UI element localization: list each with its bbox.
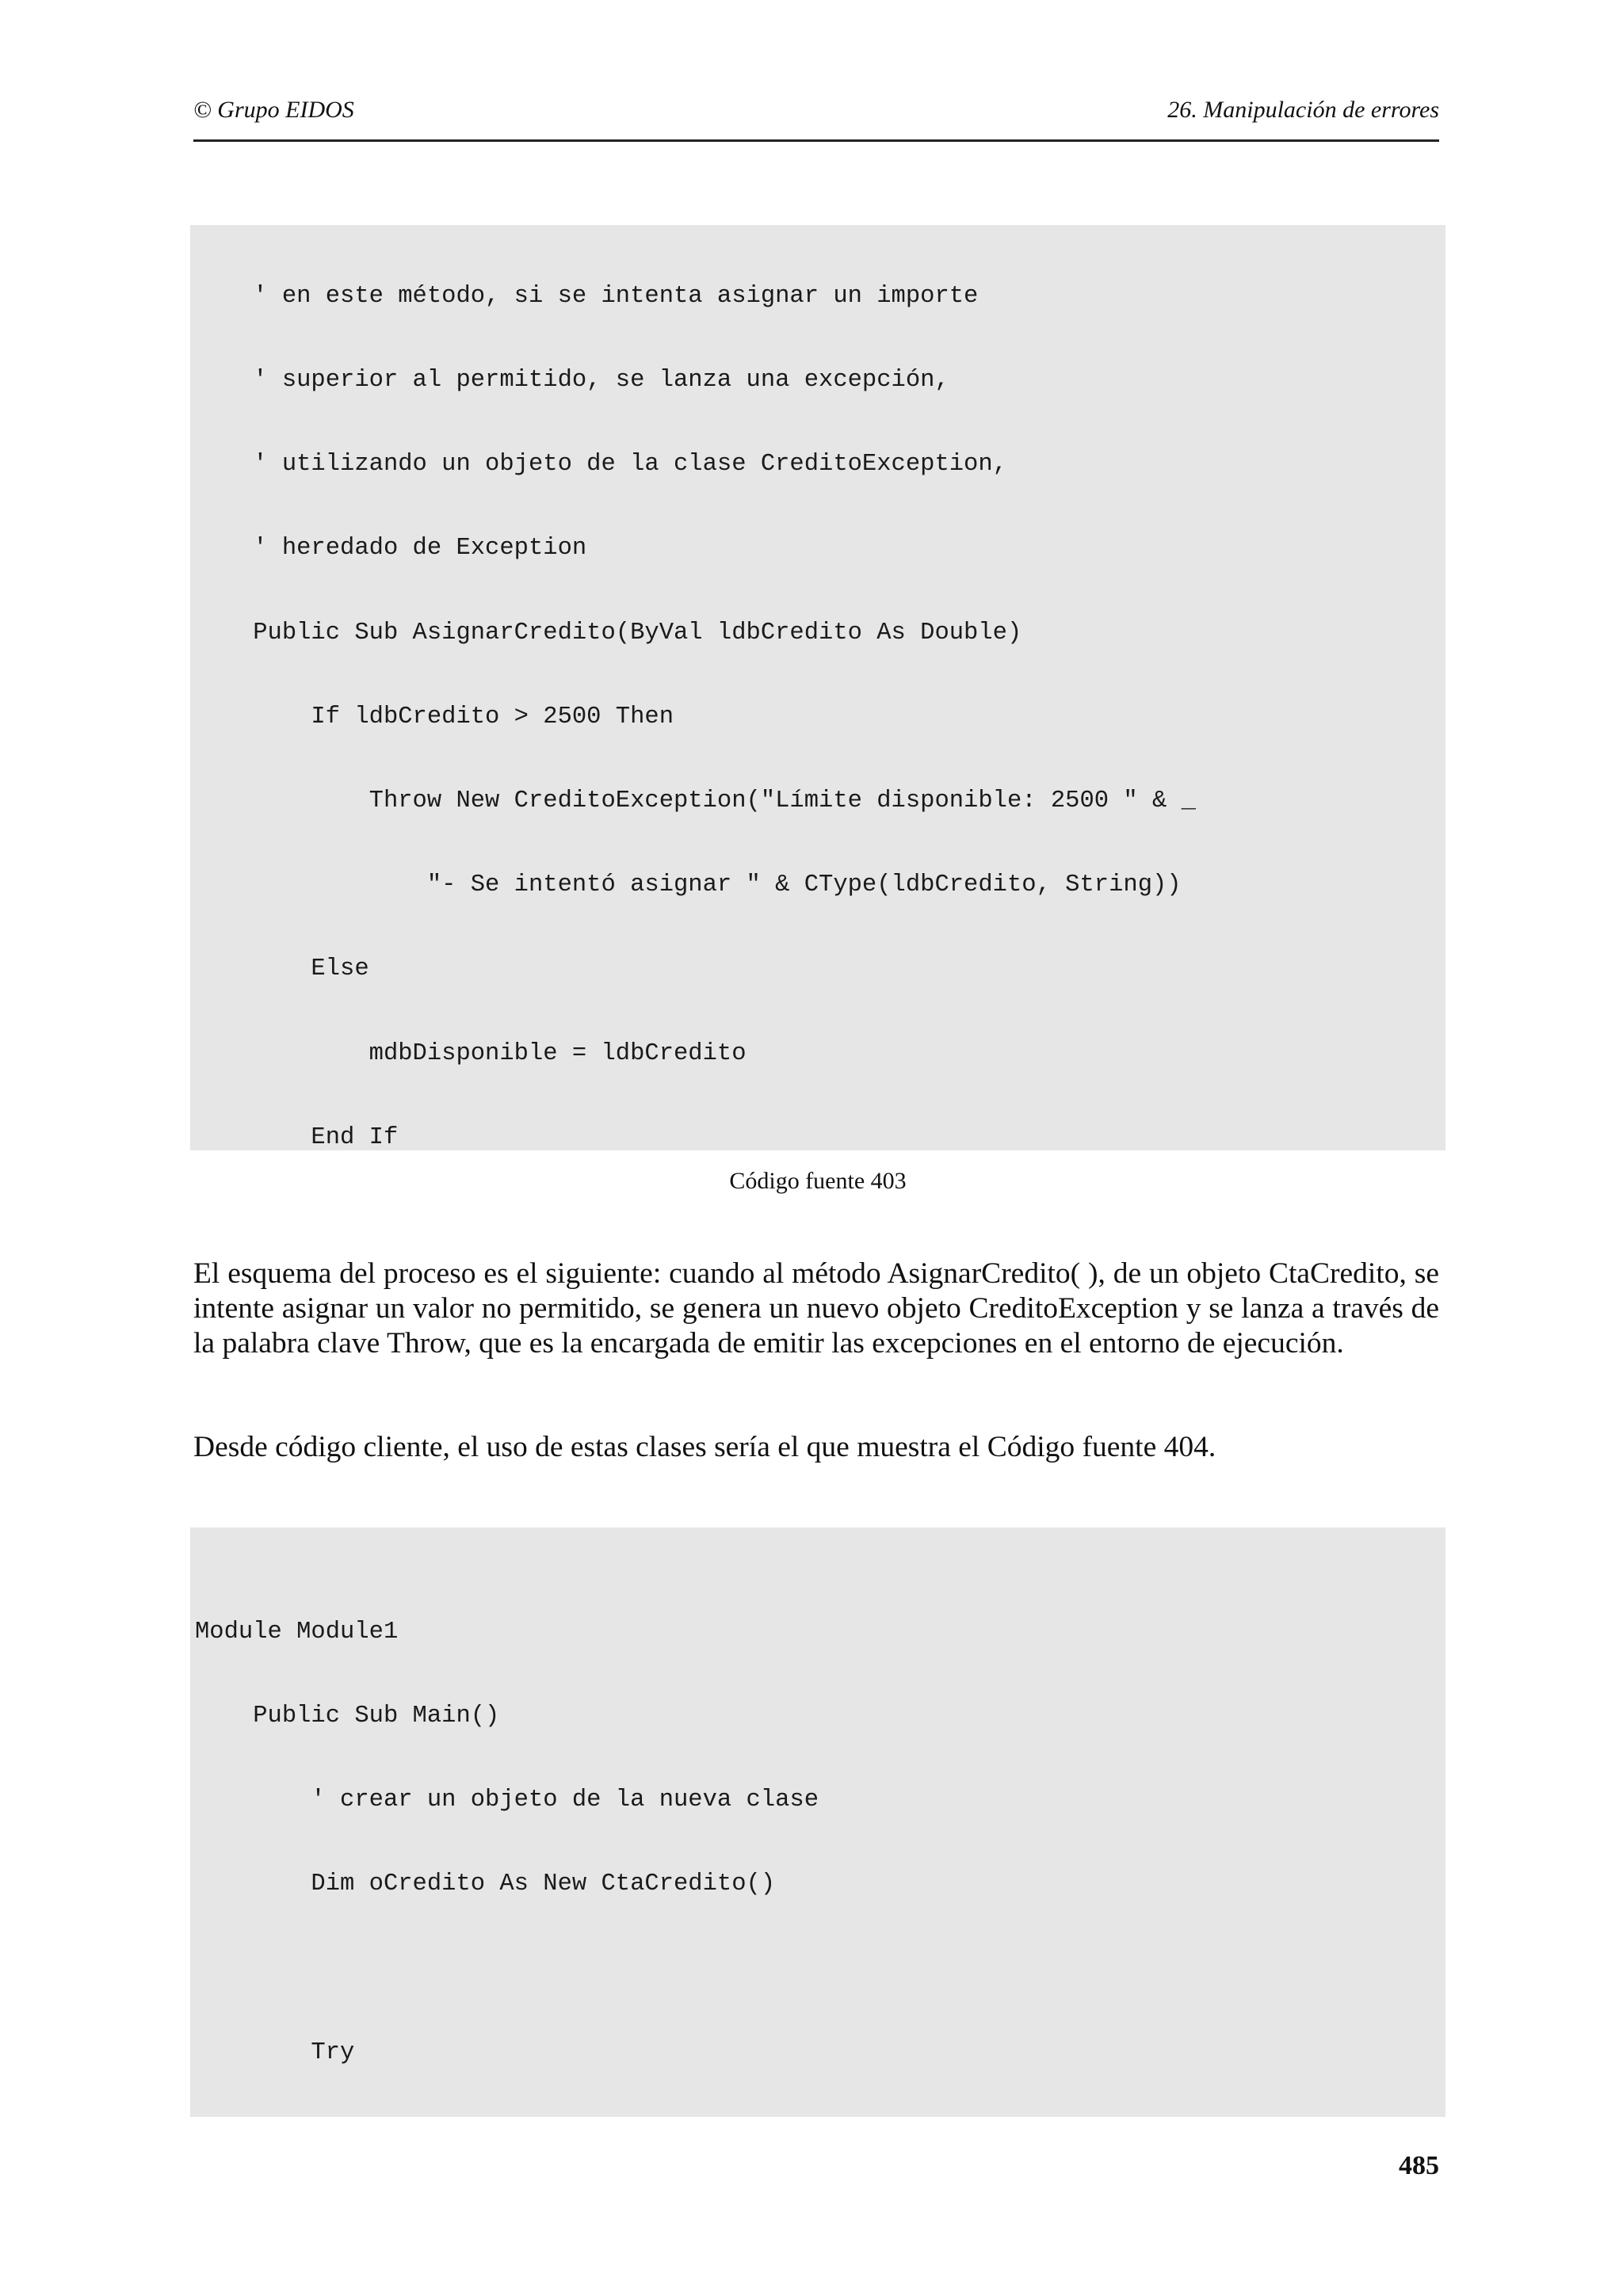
header-chapter-title: 26. Manipulación de errores xyxy=(1167,97,1439,123)
code-line: Else xyxy=(195,955,369,983)
code-block-403 xyxy=(190,225,1445,1150)
code-line: Dim oCredito As New CtaCredito() xyxy=(195,1871,776,1898)
code-line: End If xyxy=(195,1123,399,1150)
body-paragraph-process: El esquema del proceso es el siguiente: cuando al método AsignarCredito( ), de un objeto CtaCredito, se intente asignar un valor no permitido, se genera un nuevo objeto CreditoException y se lanza a través de la palabra clave Throw, que es la encargada de emitir las excepciones en el entorno de ejecución. xyxy=(193,1257,1439,1360)
code-line: Public Sub Main() xyxy=(195,1703,500,1730)
page-header xyxy=(193,93,1439,142)
code-line: ' en este método, si se intenta asignar un importe xyxy=(195,282,979,310)
code-block-404 xyxy=(190,1527,1445,2117)
code-line: ' utilizando un objeto de la clase CreditoException, xyxy=(195,451,1007,479)
header-publisher: © Grupo EIDOS xyxy=(193,97,354,123)
body-paragraph-client-code: Desde código cliente, el uso de estas clases sería el que muestra el Código fuente 404. xyxy=(193,1431,1216,1463)
code-line: "- Se intentó asignar " & CType(ldbCredito, String)) xyxy=(195,871,1182,899)
code-line: Public Sub AsignarCredito(ByVal ldbCredito As Double) xyxy=(195,619,1022,646)
page-number: 485 xyxy=(1399,2151,1439,2180)
code-line: If ldbCredito > 2500 Then xyxy=(195,703,674,730)
code-line: ' crear un objeto de la nueva clase xyxy=(195,1787,819,1814)
code-line xyxy=(195,1955,1445,1983)
code-line: mdbDisponible = ldbCredito xyxy=(195,1039,747,1067)
code-line: Throw New CreditoException("Límite disponible: 2500 " & _ xyxy=(195,788,1196,815)
code-line: Try xyxy=(195,2039,355,2066)
code-line: Module Module1 xyxy=(195,1618,399,1646)
code-line: ' heredado de Exception xyxy=(195,535,587,563)
code-caption-403: Código fuente 403 xyxy=(729,1168,907,1194)
code-line: ' superior al permitido, se lanza una excepción, xyxy=(195,367,949,395)
